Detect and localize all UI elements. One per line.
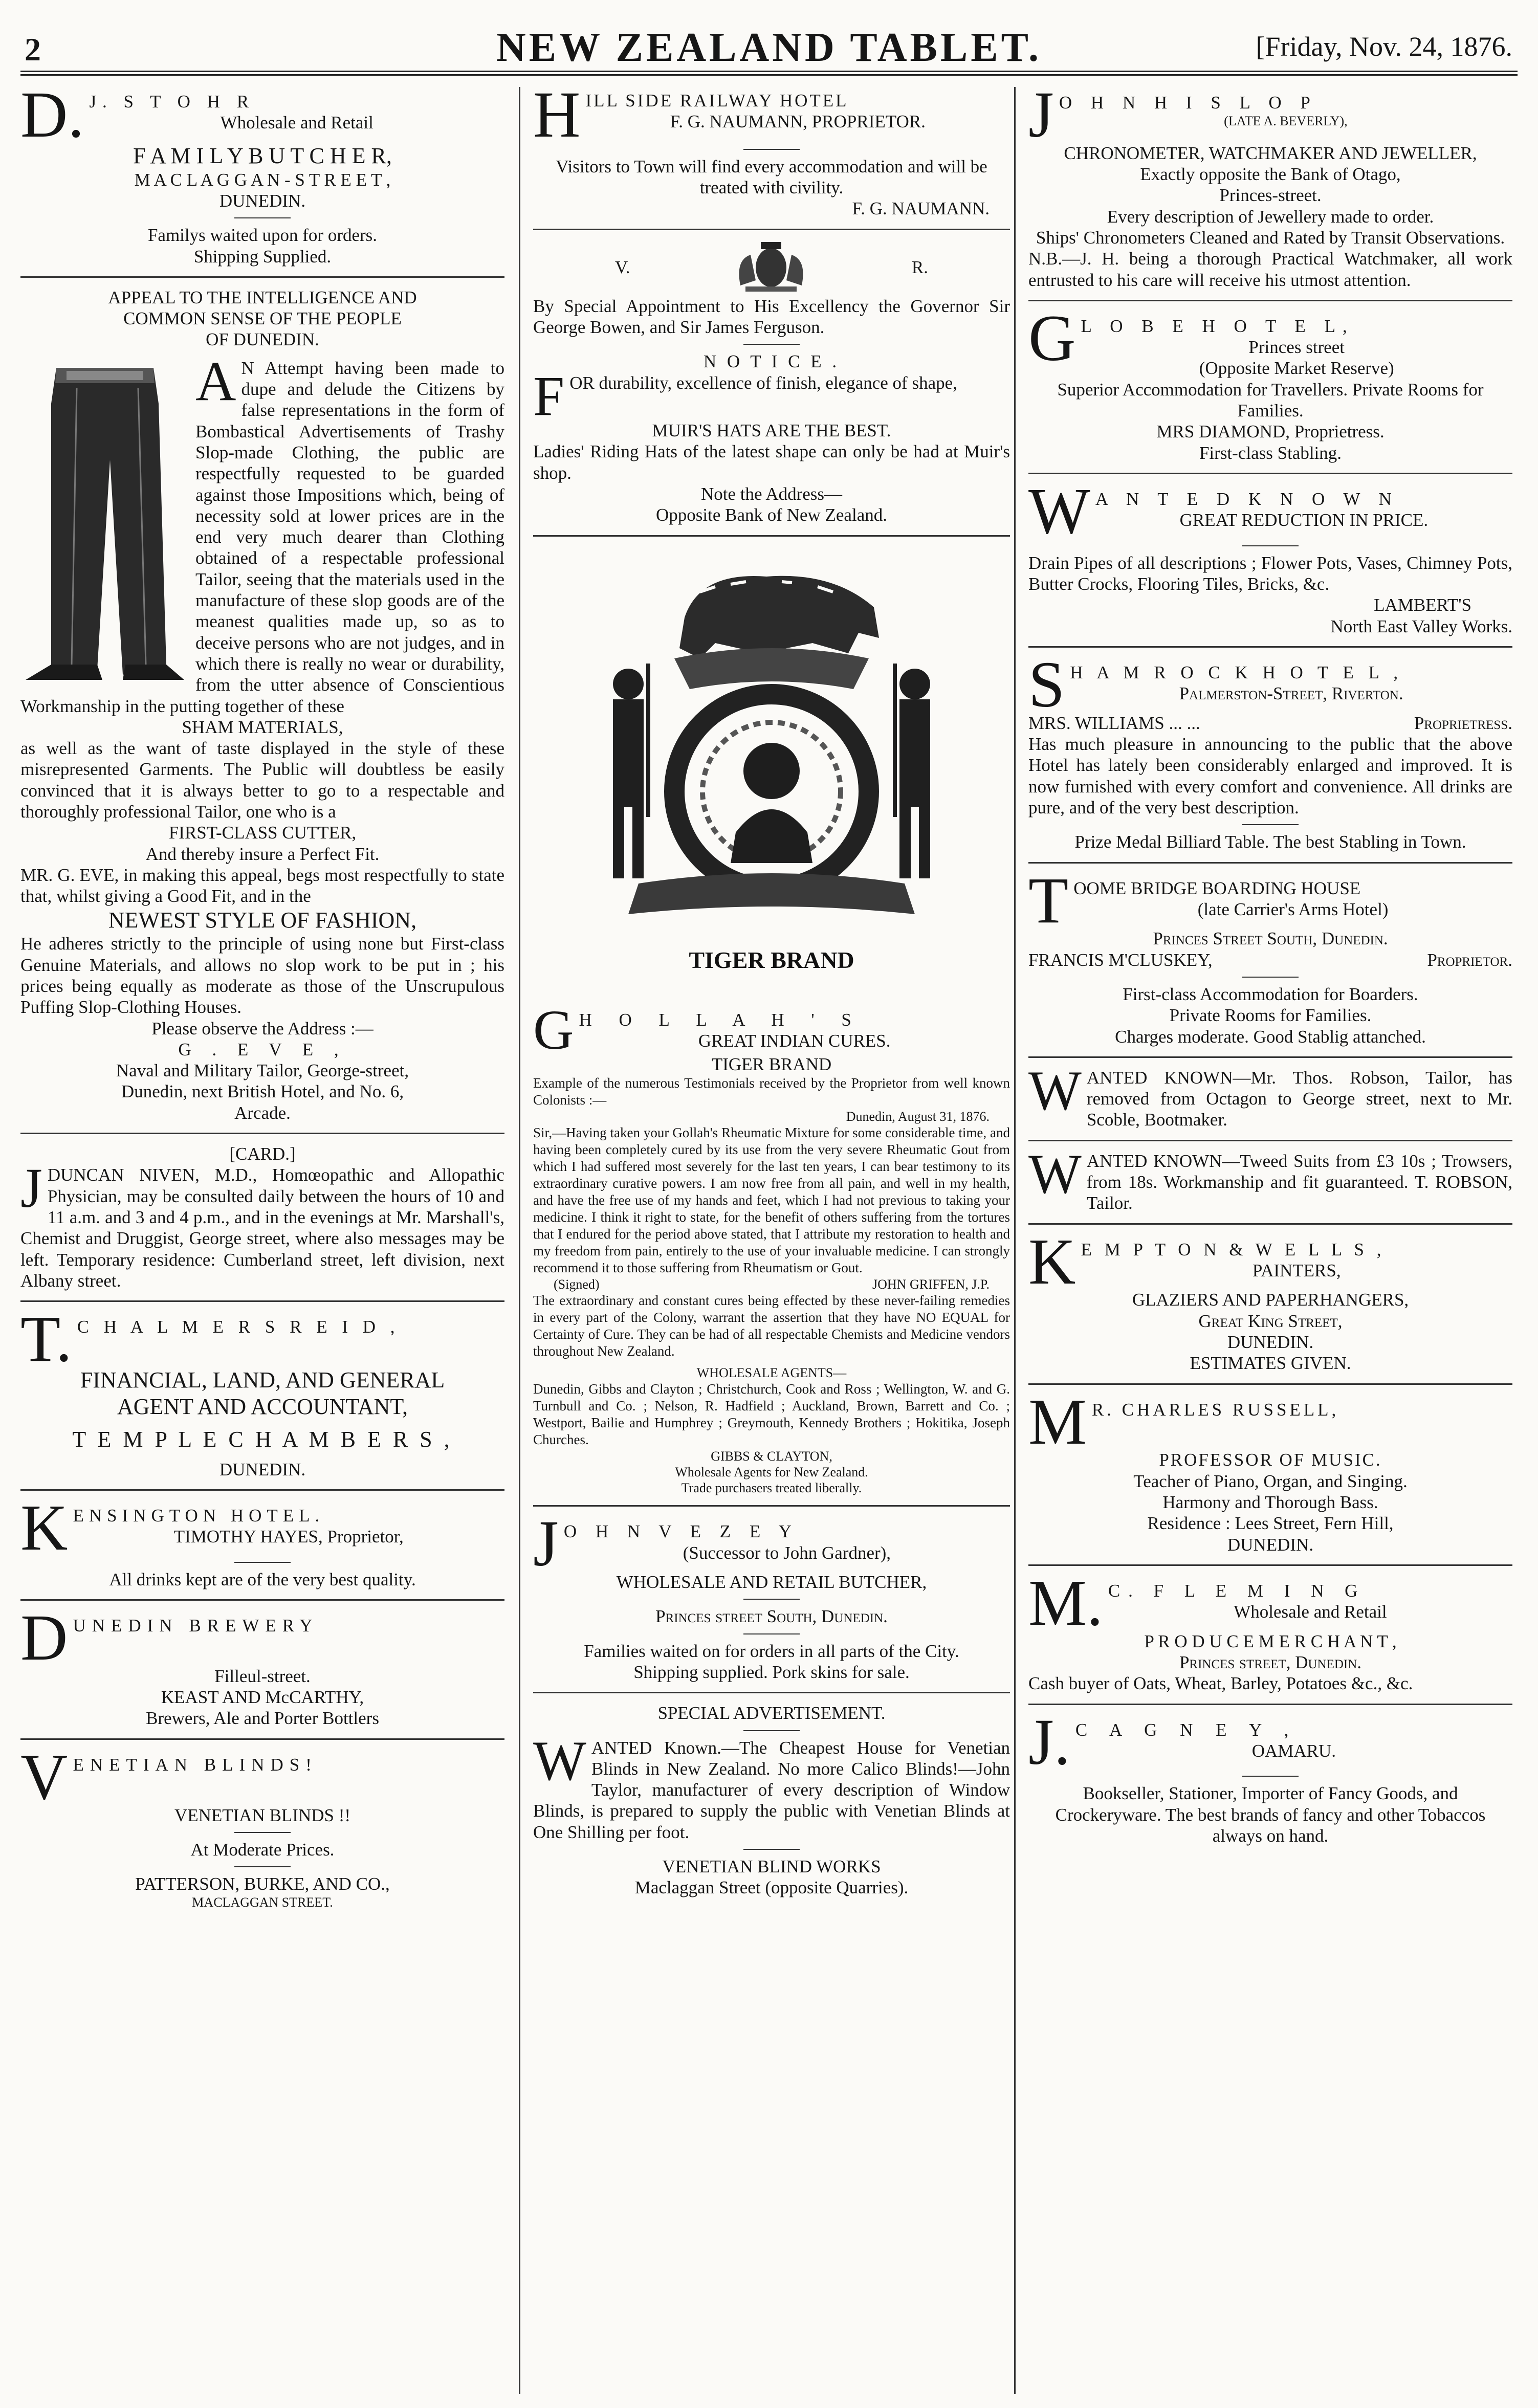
divider [743, 1599, 800, 1600]
advertiser-name: ENSINGTON HOTEL. [73, 1505, 325, 1526]
divider [20, 1489, 504, 1491]
drop-initial: T. [20, 1311, 72, 1367]
divider [1028, 646, 1512, 648]
ad-line: Exactly opposite the Bank of Otago, [1140, 164, 1401, 185]
ad-cagney [1028, 1714, 1512, 1847]
ad-line: Princes-street. [1219, 185, 1322, 206]
drop-initial: J. [1028, 1714, 1070, 1770]
ad-special [533, 1703, 1010, 1898]
ad-line: Maclaggan Street (opposite Quarries). [634, 1877, 909, 1898]
ad-line: Prize Medal Billiard Table. The best Stabling in Town. [1074, 832, 1466, 852]
ad-line: GREAT REDUCTION IN PRICE. [1179, 510, 1429, 531]
ad-body: He adheres strictly to the principle of using none but First-class Genuine Materials, and allows no slop work to be put in ; his prices being equally as moderate as those of the Unscrupulous Puffing Slop-Clothing Houses. [20, 934, 504, 1018]
advertiser-name: C H A L M E R S R E I D , [77, 1317, 400, 1337]
drop-initial: J [533, 1516, 559, 1572]
ad-body: OR durability, excellence of finish, elegance of shape, [569, 372, 957, 393]
ad-body: ANTED KNOWN—Tweed Suits from £3 10s ; Trowsers, from 18s. Workmanship and fit guaranteed. T. ROBSON, Tailor. [1086, 1151, 1512, 1213]
ad-line: Princes Street South, Dunedin. [1153, 929, 1388, 949]
ad-line: WHOLESALE AND RETAIL BUTCHER, [616, 1572, 927, 1593]
ad-line: SHAM MATERIALS, [182, 717, 343, 737]
drop-initial: K [20, 1499, 68, 1556]
ad-line: MRS DIAMOND, Proprietress. [1156, 422, 1385, 442]
drop-initial: K [1028, 1233, 1076, 1290]
divider [1242, 1776, 1299, 1777]
ad-reid [20, 1311, 504, 1480]
ad-line: MACLAGGAN STREET. [192, 1895, 333, 1910]
ad-line: F. G. NAUMANN, PROPRIETOR. [670, 112, 926, 132]
ad-line: Familys waited upon for orders. [147, 225, 378, 246]
divider [1028, 1056, 1512, 1058]
advertiser-name: G . E V E , [178, 1039, 347, 1059]
divider [1028, 1704, 1512, 1705]
column-2 [526, 87, 1017, 2394]
divider [533, 1505, 1010, 1507]
divider [1028, 1383, 1512, 1385]
ad-kempton [1028, 1234, 1512, 1374]
masthead: NEW ZEALAND TABLET. [496, 25, 1042, 70]
ad-line: DUNEDIN. [1227, 1534, 1314, 1555]
drop-initial: F [533, 372, 565, 421]
ad-body: ANTED Known.—The Cheapest House for Venetian Blinds in New Zealand. No more Calico Blinds!—John Taylor, manufacturer of every description of Window Blinds, is prepared to supply the public with Venetian Blinds at One Shilling per foot. [533, 1737, 1010, 1842]
proprietor-name: FRANCIS M'CLUSKEY, [1028, 949, 1213, 970]
divider [234, 1832, 291, 1833]
ad-line: R. [911, 257, 928, 278]
advertiser-name: A N T E D K N O W N [1095, 489, 1399, 509]
ad-fleming [1028, 1575, 1512, 1694]
ad-body: as well as the want of taste displayed in the style of these misrepresented Garments. The Public will doubtless be easily convinced that it is always better to go to a respectable and thoroughly professional Tailor, one who is a [20, 738, 504, 822]
advertiser-name: UNEDIN BREWERY [73, 1616, 319, 1636]
ad-toome-bridge [1028, 873, 1512, 1047]
ad-body: Ladies' Riding Hats of the latest shape can only be had at Muir's shop. [533, 441, 1010, 483]
ad-kensington [20, 1500, 504, 1590]
ad-body: Superior Accommodation for Travellers. Private Rooms for Families. [1057, 379, 1484, 421]
divider [1028, 1223, 1512, 1225]
ad-line: Princes street [1248, 337, 1345, 358]
ad-line: NEWEST STYLE OF FASHION, [108, 907, 417, 933]
column-3 [1021, 87, 1512, 2394]
divider [1028, 1564, 1512, 1566]
ad-line: Shipping Supplied. [193, 246, 332, 267]
column-1 [20, 87, 512, 2394]
letter-date: Dunedin, August 31, 1876. [846, 1109, 990, 1124]
ad-brewery [20, 1610, 504, 1729]
divider [1028, 473, 1512, 474]
divider [20, 276, 504, 278]
ad-line: (LATE A. BEVERLY), [1224, 114, 1348, 129]
drop-initial: W [533, 1737, 586, 1792]
ad-line: Wholesale and Retail [220, 113, 373, 133]
ad-line: AGENT AND ACCOUNTANT, [117, 1394, 408, 1419]
divider [743, 1849, 800, 1850]
drop-initial: T [1028, 872, 1069, 929]
ad-line: Residence : Lees Street, Fern Hill, [1147, 1513, 1394, 1534]
advertiser-name: C. F L E M I N G [1108, 1580, 1366, 1601]
signer: JOHN GRIFFEN, J.P. [872, 1276, 990, 1292]
divider [533, 535, 1010, 537]
ad-line: Every description of Jewellery made to order. [1107, 206, 1434, 227]
advertiser-name: L O B E H O T E L, [1081, 316, 1354, 336]
ad-line: Palmerston-Street, Riverton. [1179, 683, 1403, 704]
drop-initial: W [1028, 1150, 1082, 1205]
ad-line: Private Rooms for Families. [1169, 1005, 1372, 1026]
drop-initial: W [1028, 1067, 1082, 1122]
ad-line: [CARD.] [229, 1144, 296, 1164]
divider [743, 344, 800, 345]
ad-line: DUNEDIN. [1227, 1332, 1314, 1352]
proprietor-title: Proprietor. [1427, 949, 1512, 970]
divider [743, 1730, 800, 1731]
ad-body: Families waited on for orders in all parts of the City. [584, 1641, 959, 1661]
divider [20, 1738, 504, 1740]
ad-line: And thereby insure a Perfect Fit. [145, 844, 380, 864]
divider [234, 217, 291, 218]
ad-heading: COMMON SENSE OF THE PEOPLE [123, 308, 402, 329]
drop-initial: D. [20, 87, 84, 143]
ad-line: PATTERSON, BURKE, AND CO., [135, 1874, 390, 1894]
ad-vezey [533, 1516, 1010, 1683]
ad-shamrock [1028, 657, 1512, 853]
divider [1242, 545, 1299, 546]
tiger-brand-label: TIGER BRAND [689, 946, 854, 973]
ad-line: Harmony and Thorough Bass. [1162, 1492, 1378, 1512]
ad-line: FINANCIAL, LAND, AND GENERAL [80, 1367, 445, 1393]
ad-line: Please observe the Address :— [151, 1018, 373, 1039]
drop-initial: J [1028, 87, 1054, 143]
advertiser-name: J. S T O H R [89, 92, 255, 112]
issue-date: [Friday, Nov. 24, 1876. [1256, 31, 1512, 62]
ad-line: At Moderate Prices. [190, 1839, 335, 1860]
ad-line: MUIR'S HATS ARE THE BEST. [652, 421, 891, 441]
ad-line: GIBBS & CLAYTON, [711, 1448, 832, 1464]
ad-body: DUNCAN NIVEN, M.D., Homœopathic and Allopathic Physician, may be consulted daily between the hours of 10 and 11 a.m. and 3 and 4 p.m., and in the evenings at Mr. Marshall's, Chemist and Druggist, George street, where also messages may be left. Temporary residence: Cumberland street, left division, next Albany street. [20, 1165, 504, 1291]
ad-line: CHRONOMETER, WATCHMAKER AND JEWELLER, [1064, 143, 1477, 163]
ad-line: Filleul-street. [214, 1666, 311, 1686]
ad-hillside [533, 87, 1010, 219]
drop-initial: G [533, 1006, 574, 1054]
ad-hislop [1028, 87, 1512, 291]
ad-line: Opposite Bank of New Zealand. [656, 505, 887, 525]
advertiser-name: O H N H I S L O P [1059, 93, 1317, 113]
ad-line: (Successor to John Gardner), [683, 1542, 891, 1563]
ad-line: Arcade. [234, 1102, 291, 1123]
ad-line: P R O D U C E M E R C H A N T , [1144, 1631, 1397, 1651]
agents-list: Dunedin, Gibbs and Clayton ; Christchurch, Cook and Ross ; Wellington, W. and G. Turnbull and Co. ; Nelson, R. Hadfield ; Auckland, Brown, Barrett and Co. ; Westport, Bailie and Humphrey ; Greymouth, Kennedy Brothers ; Hokitika, Joseph Churches. [533, 1381, 1010, 1447]
drop-initial: J [20, 1164, 42, 1220]
ad-globe [1028, 311, 1512, 463]
ad-niven [20, 1143, 504, 1291]
proprietor-name: MRS. WILLIAMS ... ... [1028, 713, 1200, 733]
ad-eve [20, 287, 504, 1123]
divider [234, 1562, 291, 1563]
ad-line: All drinks kept are of the very best quality. [109, 1569, 416, 1589]
divider [1028, 862, 1512, 864]
ad-body: By Special Appointment to His Excellency the Governor Sir George Bowen, and Sir James Ferguson. [533, 296, 1010, 337]
page-number: 2 [25, 31, 41, 68]
ad-line: Wholesale and Retail [1234, 1602, 1387, 1622]
ad-blinds [20, 1749, 504, 1911]
ad-line: OAMARU. [1251, 1740, 1336, 1761]
divider [533, 229, 1010, 230]
ad-lambert [1028, 483, 1512, 637]
advertiser-name: R. CHARLES RUSSELL, [1091, 1399, 1339, 1420]
ad-line: Princes street South, Dunedin. [655, 1606, 888, 1627]
testimonial-letter: Sir,—Having taken your Gollah's Rheumatic Mixture for some considerable time, and having been completely cured by its use from the very severe Rheumatic Gout from which I had suffered most severely for the last ten years, I can bear testimony to its extraordinary curative powers. I am now free from all pain, and well in my health, and have the free use of my hands and feet, which I had not previous to taking your medicine. I think it right to state, for the benefit of others suffering from the tortures that I endured for the period above stated, that I attribute my restoration to health and my freedom from pain, entirely to the use of your invaluable medicine. I can strongly recommend it to those suffering from Rheumatism or Gout. [533, 1125, 1010, 1275]
ad-line: Wholesale Agents for New Zealand. [675, 1464, 868, 1479]
ad-line: Brewers, Ale and Porter Bottlers [146, 1708, 379, 1729]
ad-line: V. [615, 257, 630, 278]
divider [533, 1692, 1010, 1693]
ad-line: KEAST AND McCARTHY, [161, 1687, 364, 1708]
proprietor-title: Proprietress. [1414, 713, 1512, 733]
ad-heading: APPEAL TO THE INTELLIGENCE AND [108, 287, 417, 307]
header-rule [20, 71, 1518, 79]
ad-line: FIRST-CLASS CUTTER, [168, 823, 357, 843]
ad-line: ESTIMATES GIVEN. [1190, 1353, 1351, 1374]
ad-body: N.B.—J. H. being a thorough Practical Watchmaker, all work entrusted to his care will receive his utmost attention. [1028, 249, 1512, 290]
drop-initial: M. [1028, 1575, 1103, 1631]
ad-line: Note the Address— [700, 483, 843, 504]
ad-line: Great King Street, [1198, 1311, 1343, 1331]
ad-line: F. G. NAUMANN. [852, 198, 990, 219]
ad-heading: N O T I C E . [703, 351, 840, 372]
ad-body: The extraordinary and constant cures being effected by these never-failing remedies in every part of the Colony, warrant the assertion that they have NO EQUAL for Certainty of Cure. They can be had of all respectable Chemists and Medicine vendors throughout New Zealand. [533, 1293, 1010, 1359]
divider [20, 1133, 504, 1134]
drop-initial: G [1028, 310, 1076, 374]
ad-body: N Attempt having been made to dupe and delude the Citizens by false representations in the form of Bombastical Advertisements of Trashy Slop-made Clothing, the public are respectfully requested to be guarded against those Impositions which, being of necessity sold at lower prices are in the end very much dearer than Clothing obtained of a respectable professional Tailor, seeing that the materials used in the manufacture of these slop goods are of the meanest qualities made up, so as to deceive persons who are not judges, and in which there is really no wear or durability, from the utter absence of Conscientious Workmanship in the putting together of these [20, 358, 504, 716]
drop-initial: V [20, 1749, 68, 1805]
ad-line: TIMOTHY HAYES, Proprietor, [173, 1527, 404, 1547]
ad-line: DUNEDIN. [219, 191, 306, 211]
ad-line: GLAZIERS AND PAPERHANGERS, [1132, 1290, 1409, 1310]
ad-muir [533, 239, 1010, 526]
ad-line: Ships' Chronometers Cleaned and Rated by Transit Observations. [1036, 227, 1505, 248]
trousers-illustration [20, 358, 189, 685]
ad-line: TIGER BRAND [711, 1054, 832, 1075]
ad-line: Charges moderate. Good Stablig attanched. [1115, 1026, 1426, 1047]
tiger-brand-illustration [546, 546, 997, 1006]
advertiser-name: H O L L A H ' S [579, 1009, 863, 1030]
advertiser-name: O H N V E Z E Y [563, 1521, 799, 1542]
divider [20, 1599, 504, 1601]
ad-line: GREAT INDIAN CURES. [698, 1030, 891, 1051]
ad-line: VENETIAN BLINDS !! [174, 1805, 351, 1825]
advertiser-name: C A G N E Y , [1075, 1719, 1298, 1740]
ad-body: Drain Pipes of all descriptions ; Flower Pots, Vases, Chimney Pots, Butter Crocks, Flooring Tiles, Bricks, &c. [1028, 553, 1512, 594]
drop-initial: D [20, 1610, 68, 1666]
ad-line: (late Carrier's Arms Hotel) [1197, 899, 1389, 919]
ad-line: PROFESSOR OF MUSIC. [1159, 1450, 1382, 1470]
drop-initial: A [195, 357, 236, 412]
divider [1028, 1140, 1512, 1141]
divider [1028, 300, 1512, 301]
ad-heading: WHOLESALE AGENTS— [696, 1365, 847, 1380]
advertiser-name: OOME BRIDGE BOARDING HOUSE [1073, 878, 1361, 898]
advertiser-name: H A M R O C K H O T E L , [1070, 662, 1403, 682]
divider [743, 149, 800, 150]
ad-body: Example of the numerous Testimonials received by the Proprietor from well known Colonists :— [533, 1075, 1010, 1108]
divider [20, 1300, 504, 1302]
page-header [20, 10, 1518, 72]
ad-line: M A C L A G G A N - S T R E E T , [134, 169, 391, 190]
royal-arms-icon [720, 239, 822, 296]
divider [1242, 824, 1299, 825]
ad-line: Shipping supplied. Pork skins for sale. [633, 1662, 910, 1682]
ad-line: Teacher of Piano, Organ, and Singing. [1133, 1471, 1408, 1491]
ad-body: Cash buyer of Oats, Wheat, Barley, Potatoes &c., &c. [1028, 1673, 1413, 1694]
drop-initial: S [1028, 656, 1065, 713]
drop-initial: H [533, 87, 581, 143]
ad-line: Dunedin, next British Hotel, and No. 6, [121, 1081, 404, 1102]
divider [234, 1866, 291, 1867]
ad-line: First-class Stabling. [1199, 443, 1342, 463]
column-divider [519, 87, 520, 2394]
ad-russell [1028, 1394, 1512, 1555]
ad-line: North East Valley Works. [1330, 616, 1512, 636]
ad-line: Princes street, Dunedin. [1179, 1652, 1362, 1672]
ad-heading: SPECIAL ADVERTISEMENT. [657, 1703, 886, 1724]
ad-body: Has much pleasure in announcing to the public that the above Hotel has lately been considerably enlarged and improved. It is now furnished with every comfort and convenience. All drinks are pure, and of the very best description. [1028, 734, 1512, 818]
drop-initial: W [1028, 483, 1090, 539]
ad-body: Bookseller, Stationer, Importer of Fancy Goods, and Crockeryware. The best brands of fancy and other Tobaccos always on hand. [1055, 1783, 1486, 1846]
ad-body: MR. G. EVE, in making this appeal, begs most respectfully to state that, whilst giving a Good Fit, and in the [20, 865, 504, 907]
ad-robson-1 [1028, 1067, 1512, 1131]
ad-tiger [533, 546, 1010, 1496]
ad-line: LAMBERT'S [1374, 595, 1471, 615]
ad-body: ANTED KNOWN—Mr. Thos. Robson, Tailor, has removed from Octagon to George street, next to Mr. Scoble, Bootmaker. [1086, 1067, 1512, 1130]
ad-line: DUNEDIN. [219, 1459, 306, 1479]
advertiser-name: E M P T O N & W E L L S , [1081, 1239, 1386, 1260]
drop-initial: M [1028, 1394, 1087, 1450]
ad-line: (Signed) [554, 1276, 600, 1292]
divider [743, 1633, 800, 1634]
ad-line: F A M I L Y B U T C H E R, [133, 143, 392, 168]
advertiser-name: ENETIAN BLINDS! [73, 1754, 318, 1775]
ad-line: PAINTERS, [1252, 1260, 1341, 1280]
ad-stohr [20, 87, 504, 267]
ad-heading: OF DUNEDIN. [206, 329, 319, 350]
ad-line: T E M P L E C H A M B E R S , [72, 1426, 453, 1452]
ad-robson-2 [1028, 1151, 1512, 1214]
ad-line: Naval and Military Tailor, George-street, [116, 1061, 409, 1081]
ad-line: VENETIAN BLIND WORKS [662, 1857, 881, 1877]
ad-line: First-class Accommodation for Boarders. [1123, 984, 1418, 1004]
ad-line: (Opposite Market Reserve) [1199, 358, 1394, 379]
advertiser-name: ILL SIDE RAILWAY HOTEL [585, 91, 849, 111]
ad-body: Visitors to Town will find every accommodation and will be treated with civility. [556, 156, 987, 198]
ad-line: Trade purchasers treated liberally. [681, 1481, 862, 1496]
divider [1242, 977, 1299, 978]
